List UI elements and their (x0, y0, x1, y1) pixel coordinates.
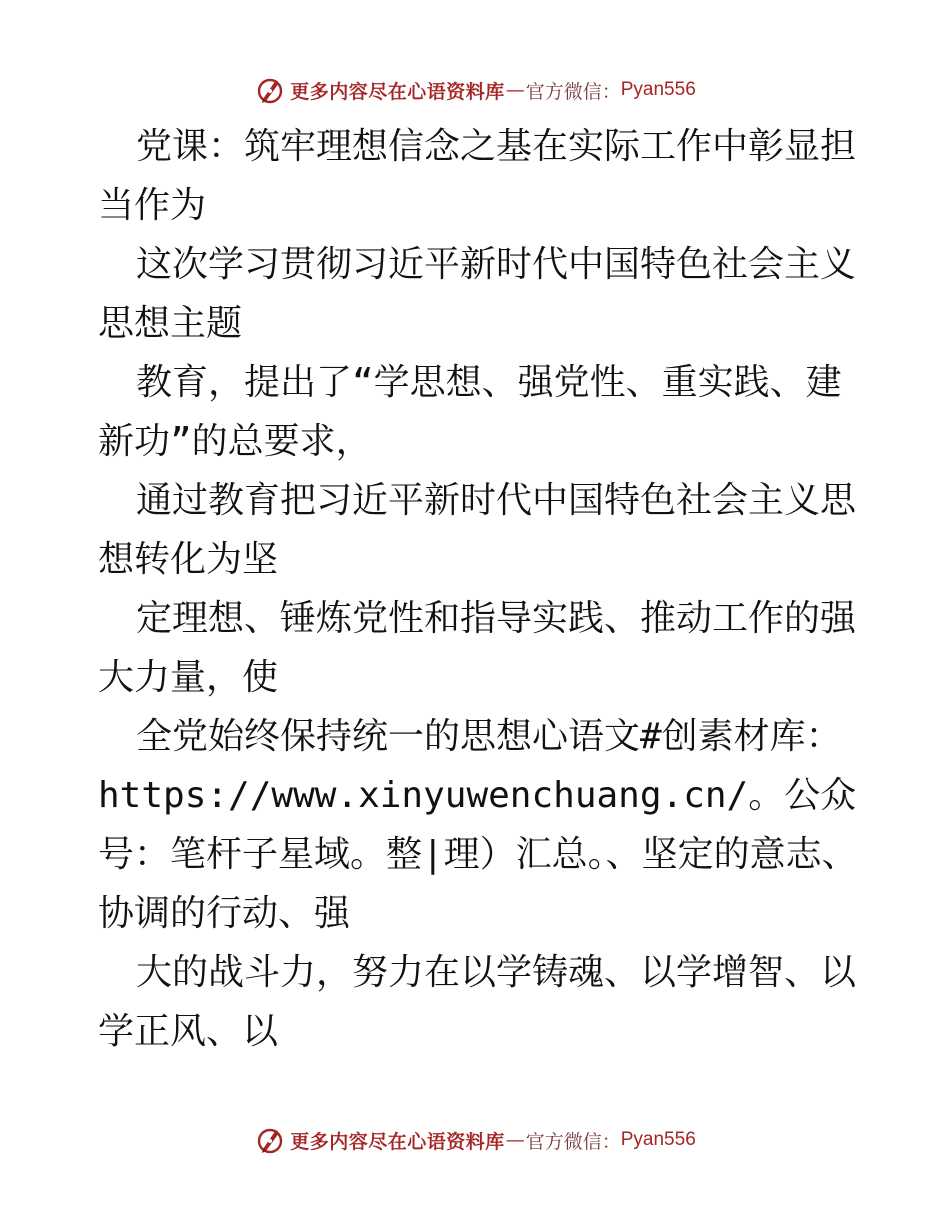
quill-pen-logo-icon (254, 74, 286, 106)
doc-paragraph: 教育，提出了“学思想、强党性、重实践、建新功”的总要求， (98, 362, 842, 462)
brand-tag: 官方微信： (525, 1130, 621, 1153)
doc-paragraph: 大的战斗力，努力在以学铸魂、以学增智、以学正风、以 (98, 952, 857, 1052)
brand-separator: — (505, 1129, 525, 1151)
brand-text: 更多内容尽在心语资料库 (290, 1130, 505, 1153)
doc-paragraph: 全党始终保持统一的思想心语文#创素材库：https://www.xinyuwenchuang.cn/。公众号：笔杆子星域。整|理）汇总。、坚定的意志、协调的行动、强 (98, 716, 858, 934)
brand-wechat-id: Pyan556 (620, 79, 696, 100)
doc-paragraph: 党课：筑牢理想信念之基在实际工作中彰显担当作为 (98, 126, 857, 226)
quill-pen-logo-icon (254, 1124, 286, 1156)
brand-wechat-id: Pyan556 (620, 1129, 696, 1150)
brand-separator: — (505, 79, 525, 101)
doc-paragraph: 定理想、锤炼党性和指导实践、推动工作的强大力量，使 (98, 598, 857, 698)
header-watermark (0, 73, 950, 107)
doc-paragraph: 通过教育把习近平新时代中国特色社会主义思想转化为坚 (98, 480, 857, 580)
brand-text: 更多内容尽在心语资料库 (290, 80, 505, 103)
document-body (98, 117, 858, 1061)
footer-watermark (0, 1123, 950, 1157)
brand-tag: 官方微信： (525, 80, 621, 103)
doc-paragraph: 这次学习贯彻习近平新时代中国特色社会主义思想主题 (98, 244, 857, 344)
